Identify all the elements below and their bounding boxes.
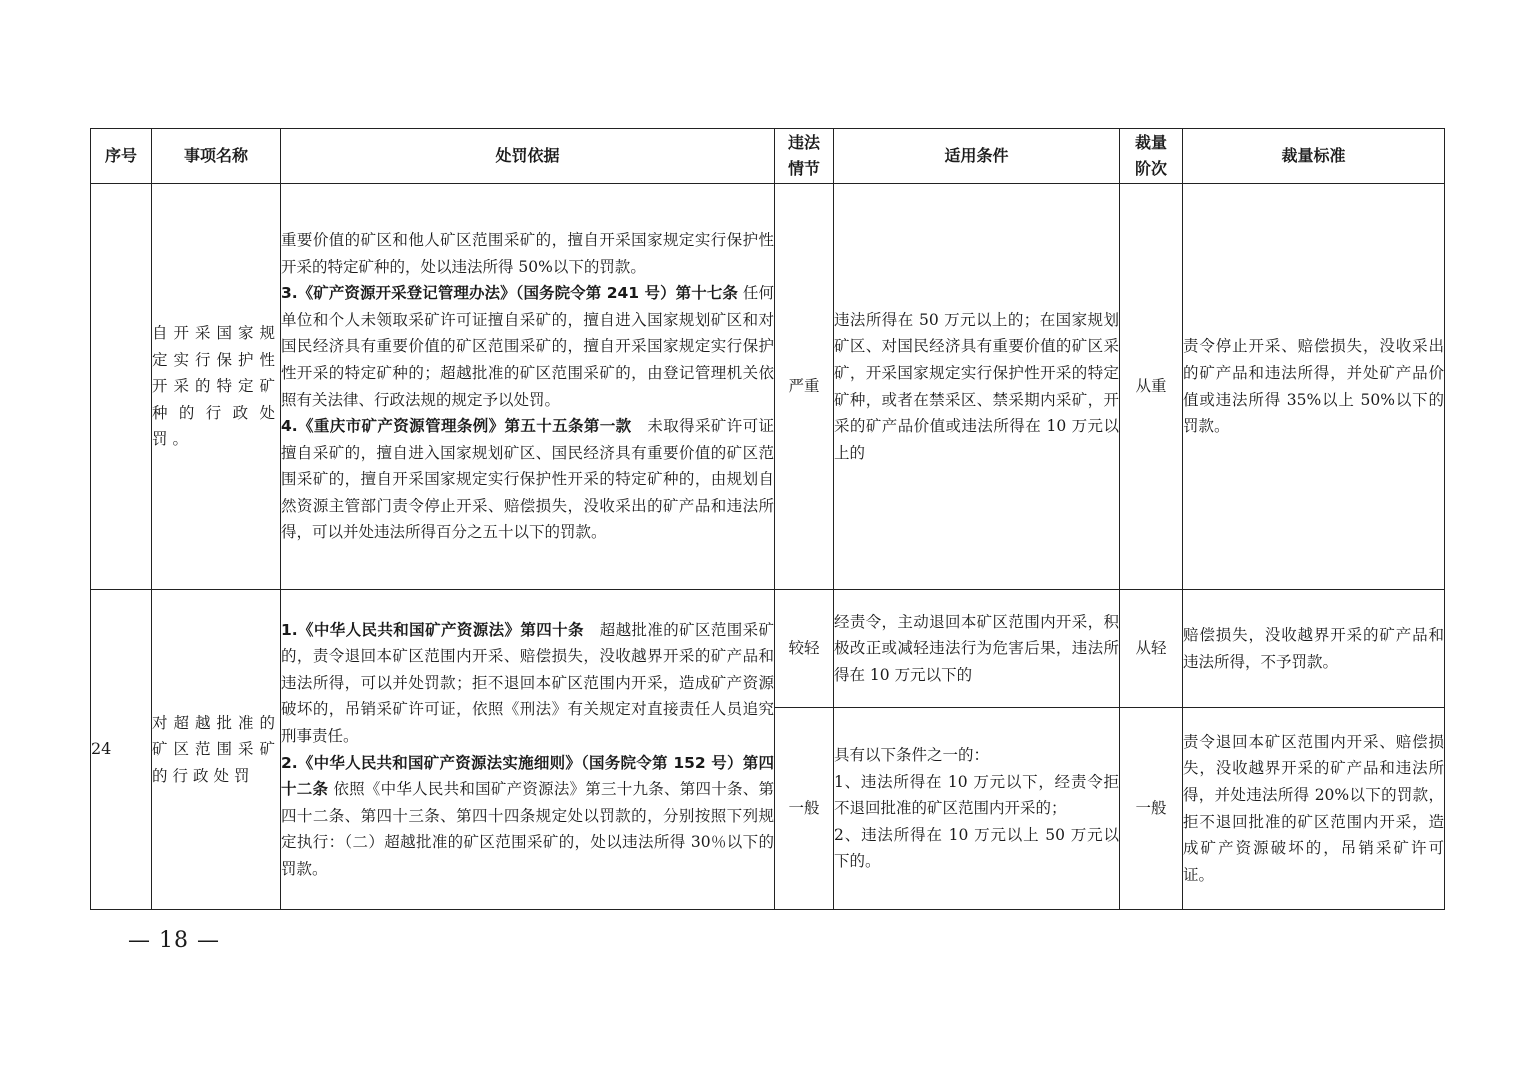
table-row — [91, 590, 1445, 708]
row1-basis-law-3-text: 任何单位和个人未领取采矿许可证擅自采矿的，擅自进入国家规划矿区和对国民经济具有重要价值的矿区范围采矿的，擅自开采国家规定实行保护性开采的特定矿种的；超越批准的矿区范围采矿的，由登记管理机关依照有关法律、行政法规的规定予以处罚。 — [281, 284, 774, 409]
header-level-line2: 阶次 — [1134, 159, 1167, 178]
row24-penalty-basis — [281, 590, 775, 910]
penalty-discretion-table — [90, 128, 1445, 910]
header-item-name: 事项名称 — [152, 129, 281, 184]
row1-basis-law-4-title: 4.《重庆市矿产资源管理条例》第五十五条第一款 — [281, 417, 632, 436]
header-circumstance-line1: 违法 — [787, 133, 820, 152]
row1-basis-law-3-title: 3.《矿产资源开采登记管理办法》（国务院令第 241 号）第十七条 — [281, 284, 738, 303]
row24-seq: 24 — [91, 590, 152, 910]
row24-basis-paragraph-2 — [281, 750, 774, 883]
row1-basis-paragraph-4 — [281, 413, 774, 546]
row1-conditions: 违法所得在 50 万元以上的；在国家规划矿区、对国民经济具有重要价值的矿区采矿，开采国家规定实行保护性开采的特定矿种，或者在禁采区、禁采期内采矿，开采的矿产品价值或违法所得在 10 万元以上的 — [834, 184, 1120, 590]
row24-basis-law-2-title: 2.《中华人民共和国矿产资源法实施细则》（国务院令第 152 号）第四十二条 — [281, 753, 774, 799]
row24-sub1-conditions: 经责令，主动退回本矿区范围内开采，积极改正或减轻违法行为危害后果，违法所得在 10 万元以下的 — [834, 590, 1120, 708]
row24-sub2-circumstance: 一般 — [775, 708, 834, 910]
row24-sub1-circumstance: 较轻 — [775, 590, 834, 708]
page-number: — 18 — — [128, 928, 220, 953]
row1-seq — [91, 184, 152, 590]
row1-basis-paragraph-3 — [281, 280, 774, 413]
header-standard: 裁量标准 — [1183, 129, 1445, 184]
row24-sub1-standard: 赔偿损失，没收越界开采的矿产品和违法所得，不予罚款。 — [1183, 590, 1445, 708]
header-level-line1: 裁量 — [1134, 133, 1167, 152]
table-header-row — [91, 129, 1445, 184]
row1-item-name: 自开采国家规定实行保护性开采的特定矿种的行政处罚。 — [152, 184, 281, 590]
row1-circumstance: 严重 — [775, 184, 834, 590]
row24-item-name: 对超越批准的矿区范围采矿的行政处罚 — [152, 590, 281, 910]
row24-sub2-conditions — [834, 708, 1120, 910]
row24-sub2-standard: 责令退回本矿区范围内开采、赔偿损失，没收越界开采的矿产品和违法所得，并处违法所得 20%以下的罚款，拒不退回批准的矿区范围内开采，造成矿产资源破坏的，吊销采矿许可证。 — [1183, 708, 1445, 910]
row24-basis-law-1-title: 1.《中华人民共和国矿产资源法》第四十条 — [281, 620, 584, 639]
row24-sub2-conditions-item-2: 2、违法所得在 10 万元以上 50 万元以下的。 — [834, 825, 1119, 871]
row24-sub2-level: 一般 — [1120, 708, 1183, 910]
row1-penalty-basis — [281, 184, 775, 590]
row24-basis-law-2-text: 依照《中华人民共和国矿产资源法》第三十九条、第四十条、第四十二条、第四十三条、第四十四条规定处以罚款的，分别按照下列规定执行：（二）超越批准的矿区范围采矿的，处以违法所得 30％以下的罚款。 — [281, 780, 774, 878]
row1-basis-law-4-text: 未取得采矿许可证擅自采矿的，擅自进入国家规划矿区、国民经济具有重要价值的矿区范围采矿的，擅自开采国家规定实行保护性开采的特定矿种的，由规划自然资源主管部门责令停止开采、赔偿损失，没收采出的矿产品和违法所得，可以并处违法所得百分之五十以下的罚款。 — [281, 417, 774, 542]
row24-basis-paragraph-1 — [281, 617, 774, 750]
header-conditions: 适用条件 — [834, 129, 1120, 184]
row24-sub2-conditions-intro: 具有以下条件之一的： — [834, 746, 990, 765]
row24-basis-law-1-text: 超越批准的矿区范围采矿的，责令退回本矿区范围内开采、赔偿损失，没收越界开采的矿产品和违法所得，可以并处罚款；拒不退回本矿区范围内开采，造成矿产资源破坏的，吊销采矿许可证，依照《刑法》有关规定对直接责任人员追究刑事责任。 — [281, 620, 774, 745]
header-circumstance-line2: 情节 — [787, 159, 820, 178]
row24-sub2-conditions-item-1: 1、违法所得在 10 万元以下，经责令拒不退回批准的矿区范围内开采的； — [834, 772, 1119, 818]
header-seq: 序号 — [91, 129, 152, 184]
table-row — [91, 184, 1445, 590]
row24-sub1-level: 从轻 — [1120, 590, 1183, 708]
header-circumstance — [775, 129, 834, 184]
row1-standard: 责令停止开采、赔偿损失，没收采出的矿产品和违法所得，并处矿产品价值或违法所得 35%以上 50%以下的罚款。 — [1183, 184, 1445, 590]
row1-basis-paragraph-1: 重要价值的矿区和他人矿区范围采矿的，擅自开采国家规定实行保护性开采的特定矿种的，处以违法所得 50%以下的罚款。 — [281, 230, 774, 276]
header-penalty-basis: 处罚依据 — [281, 129, 775, 184]
row1-level: 从重 — [1120, 184, 1183, 590]
header-level — [1120, 129, 1183, 184]
